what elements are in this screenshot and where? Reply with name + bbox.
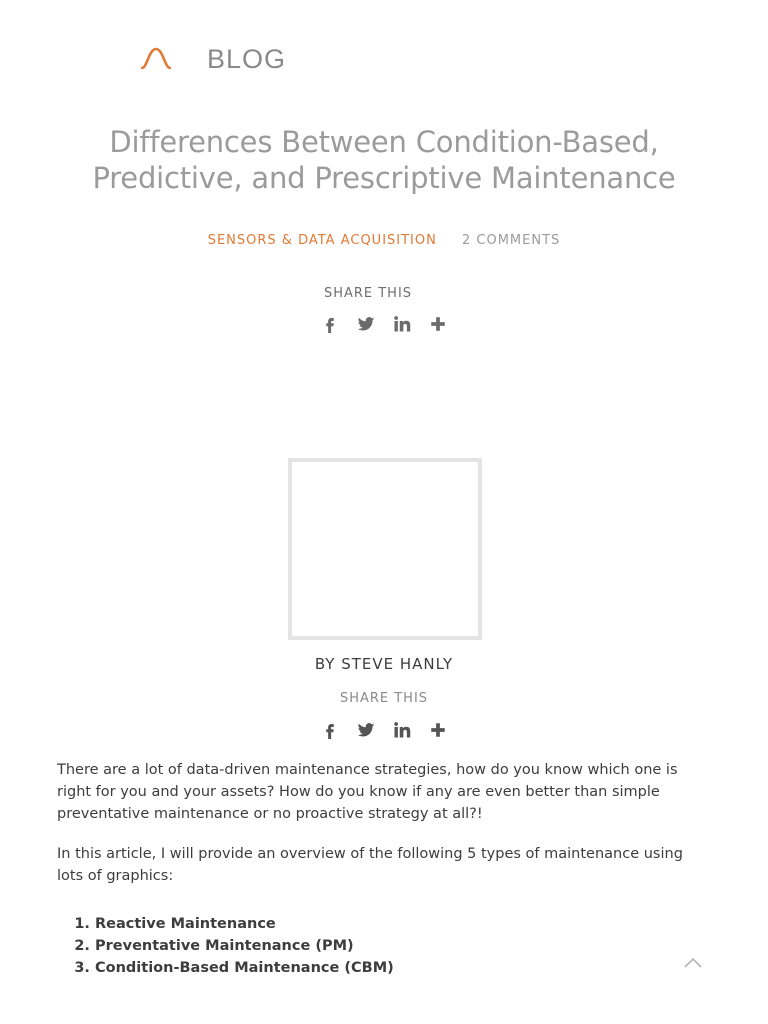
twitter-share-button[interactable] [355, 720, 377, 740]
facebook-share-button[interactable] [319, 720, 341, 740]
more-share-button[interactable] [427, 314, 449, 334]
list-item: 3. Condition-Based Maintenance (CBM) [95, 957, 707, 979]
share-icons-bottom [0, 720, 768, 740]
plus-icon [429, 721, 447, 739]
blog-logo-text[interactable]: BLOG [207, 44, 287, 74]
twitter-icon [357, 315, 375, 333]
twitter-share-button[interactable] [355, 314, 377, 334]
category-link[interactable]: SENSORS & DATA ACQUISITION [207, 233, 437, 248]
more-share-button[interactable] [427, 720, 449, 740]
facebook-icon [321, 721, 339, 739]
list-item: 1. Reactive Maintenance [95, 913, 707, 935]
linkedin-share-button[interactable] [391, 720, 413, 740]
linkedin-icon [393, 315, 411, 333]
plus-icon [429, 315, 447, 333]
chevron-up-icon [683, 955, 703, 969]
post-title: Differences Between Condition-Based, Predictive, and Prescriptive Maintenance [92, 125, 676, 195]
list-item: 2. Preventative Maintenance (PM) [95, 935, 707, 957]
post-meta [0, 232, 768, 250]
article-body [57, 759, 707, 979]
facebook-icon [321, 315, 339, 333]
linkedin-share-button[interactable] [391, 314, 413, 334]
author-byline[interactable]: BY STEVE HANLY [314, 655, 454, 673]
facebook-share-button[interactable] [319, 314, 341, 334]
share-label-bottom: SHARE THIS [339, 691, 429, 706]
share-label-top: SHARE THIS [323, 286, 413, 301]
back-to-top-button[interactable] [683, 954, 703, 968]
logo[interactable] [141, 47, 171, 69]
wave-logo-icon [141, 47, 171, 69]
comments-link[interactable]: 2 COMMENTS [461, 233, 561, 248]
maintenance-types-list [57, 913, 707, 979]
article-paragraph: There are a lot of data-driven maintenance strategies, how do you know which one is right for you and your assets? How do you know if any are even better than simple preventative maintenance or no proactive strategy at all?! [57, 762, 678, 822]
share-icons-top [0, 314, 768, 334]
article-paragraph: In this article, I will provide an overview of the following 5 types of maintenance using lots of graphics: [57, 846, 683, 884]
twitter-icon [357, 721, 375, 739]
linkedin-icon [393, 721, 411, 739]
author-avatar [288, 458, 482, 640]
